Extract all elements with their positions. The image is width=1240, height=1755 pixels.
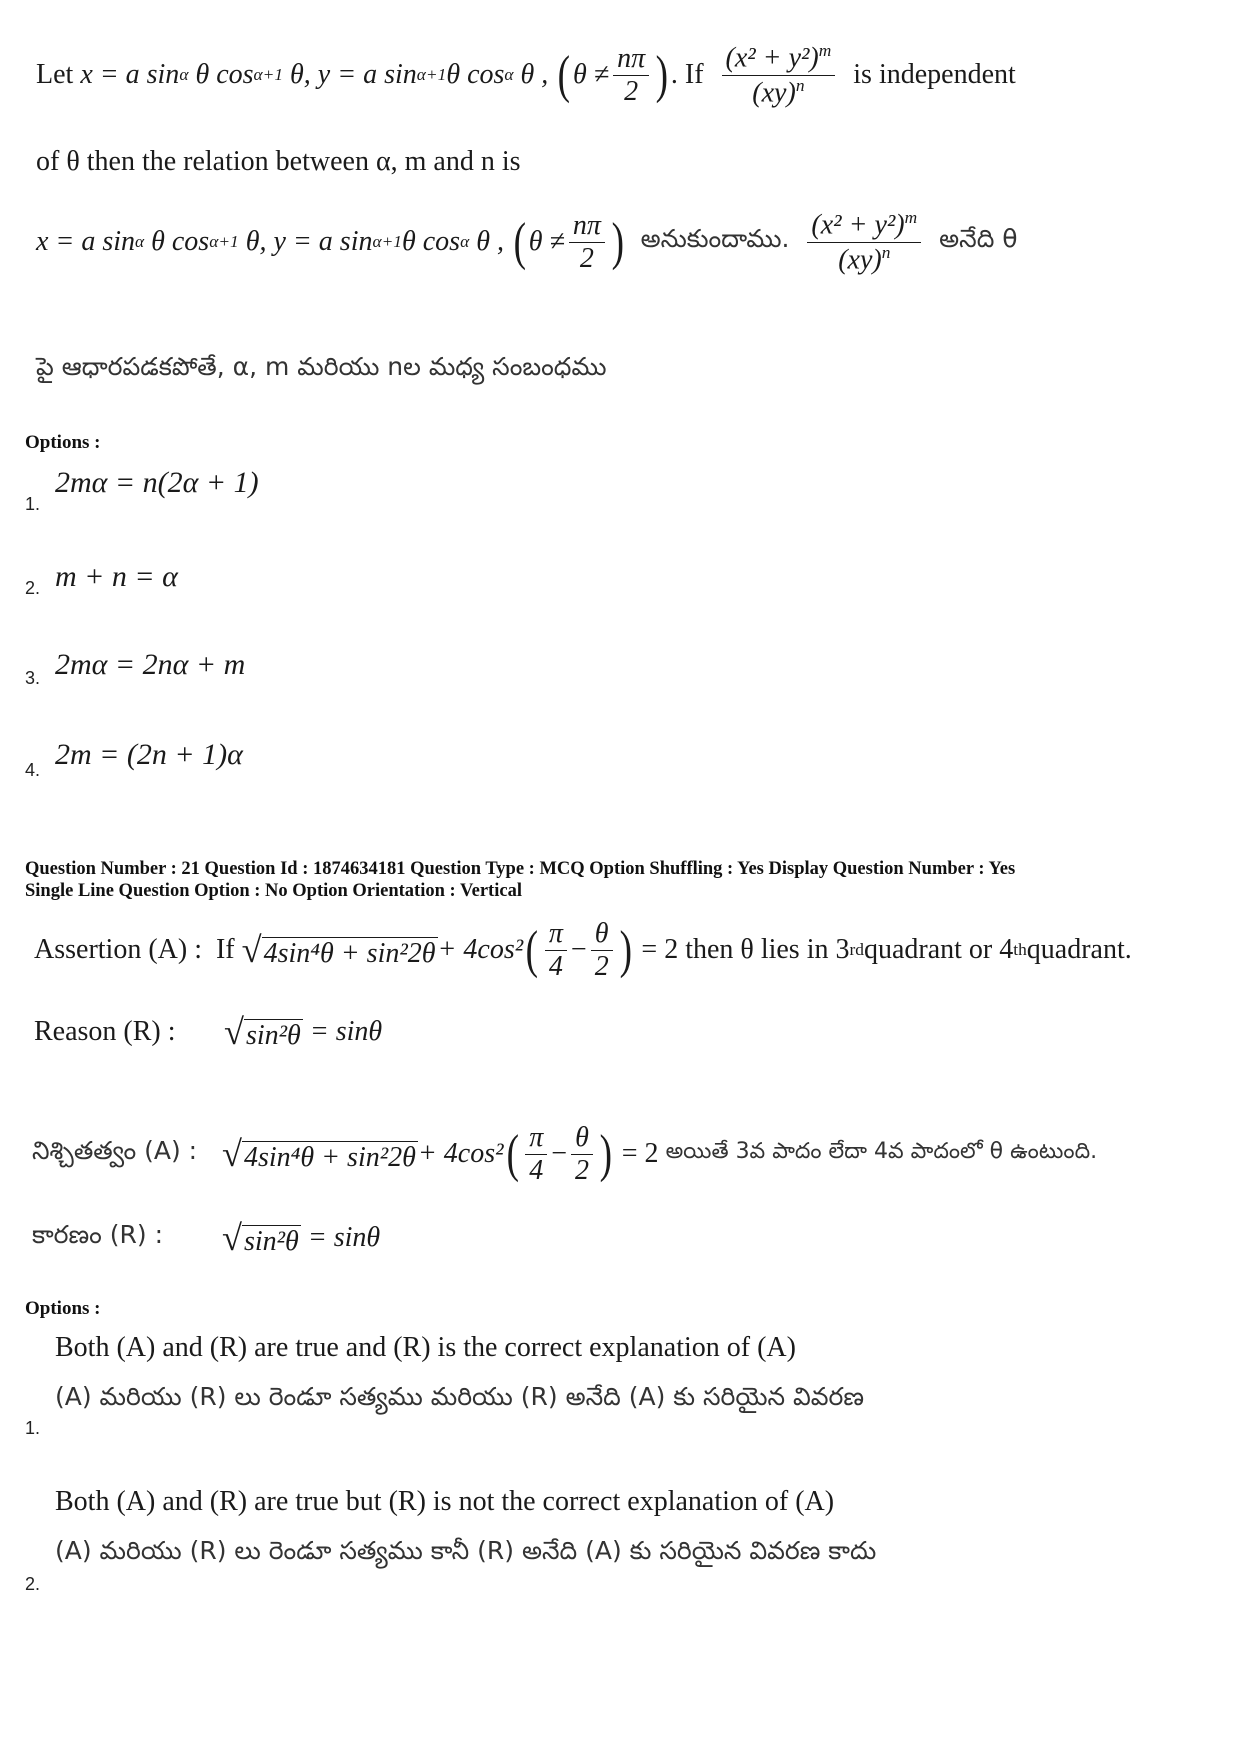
paren-open: ( [506,1124,519,1184]
q20-cos2: θ cos [402,226,461,257]
sqrt-icon: √ [222,1134,242,1174]
q21-assertion: Assertion (A) : If √4sin⁴θ + sin²2θ + 4cos² ( $\frac{\pi}{4}$ − $\frac{\theta}{2}$ ) = 2 then θ lies in 3 rd quadrant or 4 th quadrant. [34,917,1132,982]
theta-over-2 [591,918,613,983]
q20-cos: θ cos [195,59,254,90]
sup-n: n [795,75,805,95]
radicand: sin²θ [243,1226,299,1257]
q20-cond-fraction [569,210,605,275]
sup-alpha1: α+1 [372,232,402,251]
sup-rd: rd [849,940,864,959]
eq-then: = 2 then θ lies in 3 [641,934,850,965]
reason-label: Reason (R) : [34,1016,176,1047]
te-assertion-label: నిశ్చితత్వం (A) : [32,1136,198,1165]
q20-cond-fraction [613,43,649,108]
frac-num: nπ [617,42,646,74]
paren-open: ( [525,920,539,980]
q20-cond-theta: θ ≠ [573,59,610,90]
frac-num: θ [594,917,609,949]
q20-english-statement-line1 [36,40,1016,110]
sup-m: m [904,208,918,228]
q20-te-mid: అనుకుందాము. [640,224,790,253]
sup-alpha: α [135,232,145,251]
q21-te-reason [32,1210,380,1266]
q21-meta-line1: Question Number : 21 Question Id : 1874634181 Question Type : MCQ Option Shuffling : Yes Display Question Number : Yes [25,859,1016,879]
sqrt-expression [242,929,438,971]
theta-over-2 [571,1122,593,1187]
radicand: 4sin⁴θ + sin²2θ [243,1142,416,1173]
option-text-en: Both (A) and (R) are true and (R) is the correct explanation of (A) [55,1332,796,1363]
q20-te-after: అనేది θ [939,224,1018,253]
option-number: 2. [25,578,41,598]
frac-num: (x² + y²) [725,42,819,74]
q20-english-statement-line2: of θ then the relation between α, m and n is [36,146,521,177]
quad-or: quadrant or 4 [863,934,1014,965]
frac-num: θ [575,1121,589,1153]
frac-num: π [548,917,563,949]
q20-cos: θ cos [151,226,210,257]
sup-alpha: α [460,232,470,251]
q20-if: . If [670,59,704,90]
q21-options-label: Options : [25,1298,101,1319]
option-number: 2. [25,1574,41,1594]
q20-cos2: θ cos [446,59,505,90]
paren-open: ( [513,212,527,272]
sqrt-icon: √ [222,1218,242,1258]
plus-4cos: + 4cos² [437,934,524,965]
option-text-te: (A) మరియు (R) లు రెండూ సత్యము కానీ (R) అనేది (A) కు సరియైన వివరణ కాదు [55,1536,877,1565]
frac-den: 2 [569,242,605,275]
sup-th: th [1013,940,1027,959]
sqrt-icon: √ [224,1012,244,1052]
te-eq: = 2 [621,1138,659,1169]
sqrt-expression [224,1011,303,1053]
paren-open: ( [557,45,571,105]
sup-n: n [881,242,891,262]
frac-num: (x² + y²) [811,209,905,241]
sup-alpha: α [504,65,514,84]
sup-alpha1: α+1 [209,232,239,251]
frac-den: (xy) [838,243,882,275]
sup-alpha: α [179,65,189,84]
paren-close: ) [611,212,624,272]
q21-meta [25,858,1015,902]
q20-telugu-statement-line1 [36,206,1018,278]
q20-theta: θ , [476,226,504,257]
frac-den: (xy) [752,76,796,108]
option-number: 1. [25,1418,41,1438]
option-text: 2mα = 2nα + m [55,648,246,681]
q20-independent: is independent [853,59,1016,90]
pi-over-4 [525,1122,547,1187]
if-word: If [215,934,235,965]
radicand: 4sin⁴θ + sin²2θ [263,938,436,969]
q20-telugu-statement-line2: పై ఆధారపడకపోతే, α, m మరియు nల మధ్య సంబంధము [36,352,607,381]
reason-rhs: = sinθ [309,1016,383,1047]
frac-num: nπ [572,209,601,241]
option-text: 2mα = n(2α + 1) [55,466,259,499]
sup-alpha1: α+1 [253,65,284,84]
option-number: 3. [25,668,41,688]
radicand: sin²θ [245,1020,301,1051]
frac-den: 2 [591,950,613,983]
option-number: 1. [25,494,41,514]
q20-y-def: θ, y = a sin [245,226,373,257]
q20-x-def: x = a sin [36,226,135,257]
q20-main-fraction [722,41,836,109]
sup-m: m [818,41,832,61]
frac-den: 4 [525,1154,547,1187]
option-text: 2m = (2n + 1)α [55,738,243,771]
q20-theta: θ , [520,59,549,90]
pi-over-4 [545,918,567,983]
q20-let: Let [36,59,74,90]
option-number: 4. [25,760,41,780]
te-reason-label: కారణం (R) : [32,1220,164,1249]
q20-x-def: x = a sin [80,59,180,90]
paren-close: ) [599,1124,613,1184]
frac-den: 4 [545,950,567,983]
option-text: m + n = α [55,560,178,593]
reason-rhs: = sinθ [307,1222,381,1253]
option-text-te: (A) మరియు (R) లు రెండూ సత్యము మరియు (R) అనేది (A) కు సరియైన వివరణ [55,1382,864,1411]
q20-main-fraction [807,208,921,276]
option-text-en: Both (A) and (R) are true but (R) is not the correct explanation of (A) [55,1486,835,1517]
frac-den: 2 [571,1154,593,1187]
q21-option-1[interactable] [25,1332,1205,1442]
assertion-label: Assertion (A) : [34,934,202,965]
plus-4cos: + 4cos² [417,1138,504,1169]
q21-option-2[interactable] [25,1486,1205,1596]
frac-num: π [529,1121,544,1153]
paren-close: ) [655,45,669,105]
q21-meta-line2: Single Line Question Option : No Option Orientation : Vertical [25,881,522,901]
quad-end: quadrant. [1026,934,1132,965]
sqrt-expression [222,1133,418,1175]
te-assertion-tail: అయితే 3వ పాదం లేదా 4వ పాదంలో θ ఉంటుంది. [665,1139,1098,1164]
q20-y-def: θ, y = a sin [290,59,417,90]
q20-cond-theta: θ ≠ [528,226,565,257]
paren-close: ) [619,920,632,980]
q20-options-label: Options : [25,432,101,453]
frac-den: 2 [613,75,649,108]
sqrt-expression [222,1217,301,1259]
q21-reason [34,1004,382,1060]
sqrt-icon: √ [241,930,262,970]
sup-alpha1: α+1 [416,65,447,84]
q21-te-assertion: నిశ్చితత్వం (A) : √4sin⁴θ + sin²2θ + 4cos² ( $\frac{\pi}{4}$ − $\frac{\theta}{2}$ ) = 2 అయితే 3వ పాదం లేదా 4వ పాదంలో θ ఉంటుంది. [32,1121,1098,1186]
